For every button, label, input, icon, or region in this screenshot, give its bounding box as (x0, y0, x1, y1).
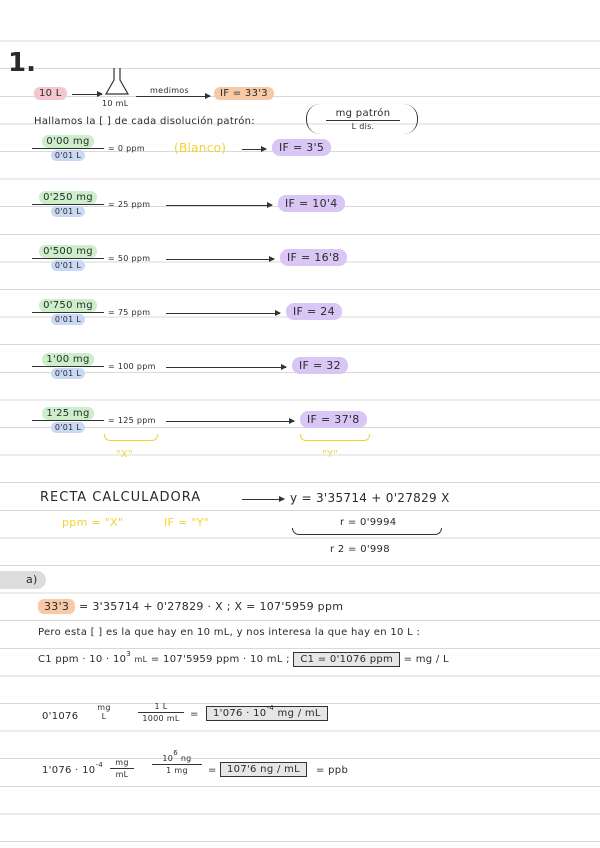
conv2-unit-frac (110, 758, 134, 779)
calc-title: RECTA CALCULADORA (40, 490, 202, 505)
arrow (166, 421, 294, 422)
ppb-label: = ppb (316, 765, 349, 776)
arrow (166, 205, 272, 206)
section-a-label: a) (26, 573, 38, 586)
standard-if: IF = 24 (286, 303, 342, 320)
standard-concentration: = 0 ppm (108, 144, 145, 153)
conv1-unit-frac (92, 703, 116, 721)
arrow (72, 94, 102, 95)
arrow (166, 259, 274, 260)
conv2-exp: -4 (95, 761, 104, 769)
x-brace (104, 434, 158, 441)
calc-brace (292, 528, 442, 535)
arrow (136, 96, 210, 97)
standard-volume: 0'01 L (51, 260, 85, 271)
arrow (242, 499, 284, 500)
ppm-x: ppm = "X" (62, 516, 124, 529)
conv1-result-unit: mg / mL (277, 708, 321, 719)
note-text: Pero esta [ ] es la que hay en 10 mL, y nos interesa la que hay en 10 L : (38, 627, 421, 638)
if-y: IF = "Y" (164, 516, 210, 529)
calc-equation: y = 3'35714 + 0'27829 X (290, 491, 450, 505)
standard-fraction (32, 300, 104, 325)
standard-volume: 0'01 L (51, 422, 85, 433)
standard-mass: 0'250 mg (39, 191, 97, 204)
dilution-exponent: 3 (126, 650, 132, 658)
standard-fraction (32, 354, 104, 379)
conv2-factor-top: 10 (162, 754, 174, 763)
section-a-tab (0, 571, 46, 589)
standard-concentration: = 50 ppm (108, 254, 151, 263)
conv1-factor-bottom: 1000 mL (142, 714, 180, 724)
standard-fraction (32, 246, 104, 271)
standard-concentration: = 75 ppm (108, 308, 151, 317)
standard-mass: 0'500 mg (39, 245, 97, 258)
conv1-result (206, 706, 328, 721)
conv1-unit-top: mg (97, 703, 111, 712)
conv1-result-exp: -4 (266, 704, 275, 712)
dilution-unit: mL (134, 655, 148, 664)
conv2-factor (152, 749, 202, 776)
standard-if: IF = 37'8 (300, 411, 367, 428)
standard-if: IF = 10'4 (278, 195, 345, 212)
conv2-value (42, 761, 104, 776)
calc-r2: r 2 = 0'998 (330, 544, 390, 555)
dilution-right: = 107'5959 ppm · 10 mL ; (150, 654, 290, 665)
volume-label: 10 L (34, 87, 67, 100)
calc-r: r = 0'9994 (340, 517, 397, 528)
standard-if: IF = 32 (292, 357, 348, 374)
conv2-result: 107'6 ng / mL (220, 762, 307, 777)
standard-concentration: = 100 ppm (108, 362, 156, 371)
unit-fraction (326, 108, 400, 131)
conv1-value: 0'1076 (42, 711, 79, 722)
conv1-unit-bottom: L (101, 712, 107, 721)
conv2-unit-bottom: mL (115, 770, 129, 780)
flask-icon (102, 66, 132, 98)
conv2-factor-exp: 6 (173, 749, 178, 757)
standard-fraction (32, 408, 104, 433)
standard-if: IF = 3'5 (272, 139, 331, 156)
flask-label: 10 mL (102, 99, 129, 108)
standard-mass: 0'00 mg (42, 135, 93, 148)
standard-volume: 0'01 L (51, 206, 85, 217)
y-brace (300, 434, 370, 441)
unit-denominator: L dis. (351, 122, 375, 132)
standard-volume: 0'01 L (51, 368, 85, 379)
unit-numerator: mg patrón (335, 108, 391, 119)
y-label: "Y" (322, 449, 339, 460)
blank-note: (Blanco) (174, 141, 227, 155)
notebook-page: 1. 10 L 10 mL medimos IF = 33'3 Hallamos la [ ] de cada disolución patrón: mg patrón L dis. 0'00 mg 0'01 L = 0 ppm (Blanco) IF = 3'5 0'250 mg 0'01 L = 25 ppm IF = 10'4 0'500 mg 0'01 L = 50 ppm IF = 16'8 0'750 mg 0'01 L = 75 ppm IF = 24 1'00 mg 0'01 L = 100 ppm IF = 32 1'25 mg 0'01 L = 125 ppm IF = 37'8 "X" "Y" RECTA CALCULADORA y = 3'35714 + 0'27829 X r = 0'9994 r 2 = 0'998 ppm = "X" IF = "Y" a) 33'3 = 3'35714 + 0'27829 · X ; X = 107'5959 ppm Pero esta [ ] es la que hay en 10 mL, y nos interesa la que hay en 10 L : C1 ppm · $10 \cdot 10^3$ mL = 107'5959 ppm · 10 mL ; C1 = 0'1076 ppm = mg / L 0'1076 mg L 1 L 1000 mL = $1'076 \cdot 10^{-4}$ mg / mL $1'076 \cdot 10^{-4}$ mg mL 106 ng 1 mg = 107'6 ng / mL = ppb (0, 0, 600, 848)
arrow (166, 367, 286, 368)
standard-volume: 0'01 L (51, 150, 85, 161)
conv1-factor-top: 1 L (154, 702, 168, 711)
dilution-left: C1 ppm · 10 · 10 (38, 654, 127, 665)
arrow (242, 149, 266, 150)
conv1-factor (138, 702, 184, 723)
standard-concentration: = 25 ppm (108, 200, 151, 209)
intro-text: Hallamos la [ ] de cada disolución patrón: (34, 116, 255, 127)
sample-if: IF = 33'3 (214, 87, 274, 100)
unit-equiv: = mg / L (403, 654, 449, 665)
conv2-unit-top: mg (115, 758, 129, 767)
standard-volume: 0'01 L (51, 314, 85, 325)
problem-number: 1. (8, 48, 36, 78)
standard-mass: 0'750 mg (39, 299, 97, 312)
standard-if: IF = 16'8 (280, 249, 347, 266)
conv2-base: 1'076 · 10 (42, 765, 96, 776)
conv2-factor-unit: ng (180, 754, 192, 763)
x-label: "X" (116, 449, 133, 460)
standard-mass: 1'00 mg (42, 353, 93, 366)
measure-label: medimos (150, 86, 189, 95)
result-c1: C1 = 0'1076 ppm (293, 652, 400, 667)
solve-x: = 3'35714 + 0'27829 · X ; X = 107'5959 ppm (79, 600, 344, 613)
sample-if-value: 33'3 (38, 599, 75, 614)
standard-fraction (32, 136, 104, 161)
standard-fraction (32, 192, 104, 217)
conv2-factor-bottom: 1 mg (166, 766, 188, 776)
conv1-result-base: 1'076 · 10 (213, 708, 267, 719)
arrow (166, 313, 280, 314)
standard-mass: 1'25 mg (42, 407, 93, 420)
standard-concentration: = 125 ppm (108, 416, 156, 425)
